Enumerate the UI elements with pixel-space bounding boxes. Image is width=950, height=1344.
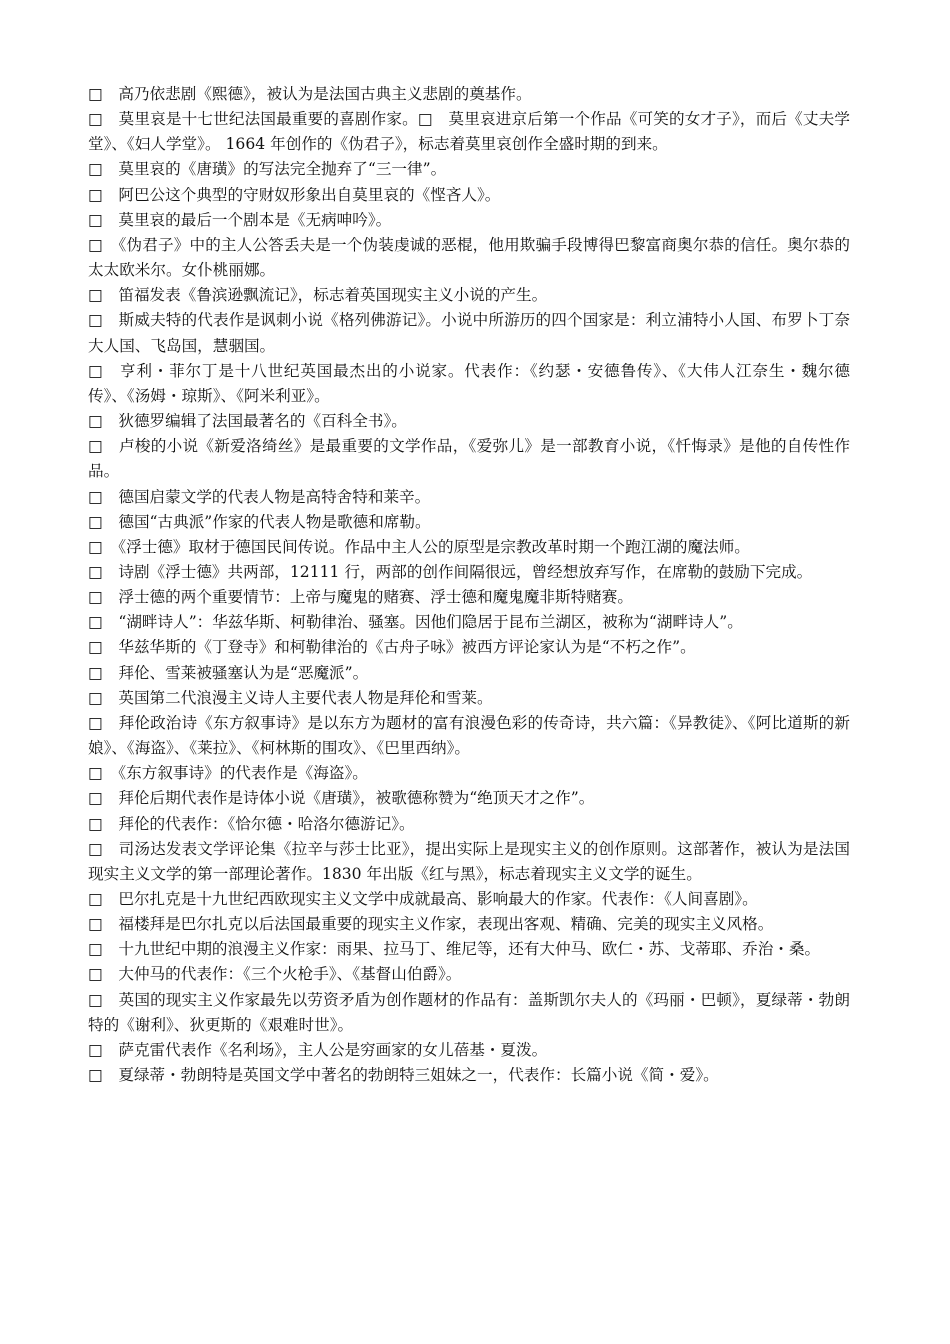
item-text: 高乃依悲剧《熙德》，被认为是法国古典主义悲剧的奠基作。: [118, 85, 532, 103]
checkbox-bullet: □: [88, 487, 103, 506]
checkbox-bullet: □: [88, 839, 103, 858]
checkbox-bullet: □: [88, 160, 103, 179]
item-text: 笛福发表《鲁滨逊飘流记》，标志着英国现实主义小说的产生。: [118, 286, 548, 305]
list-item: [88, 610, 850, 635]
list-item: [88, 661, 850, 686]
checkbox-bullet: □: [88, 814, 103, 833]
list-item: [88, 82, 850, 107]
list-item: [88, 283, 850, 308]
checkbox-bullet: □: [88, 915, 103, 934]
list-item: [88, 308, 850, 358]
list-item: [88, 912, 850, 937]
item-text: 华兹华斯的《丁登寺》和柯勒律治的《古舟子咏》被西方评论家认为是“不朽之作”。: [118, 638, 696, 657]
list-item: [88, 837, 850, 887]
item-text: 亨利・菲尔丁是十八世纪英国最杰出的小说家。代表作：《约瑟・安德鲁传》、《大伟人江奈生・魏尔德传》、《汤姆・琼斯》、《阿米利亚》。: [88, 361, 850, 405]
item-text: 莫里哀的《唐璜》的写法完全抛弃了“三一律”。: [118, 160, 447, 179]
list-item: [88, 157, 850, 182]
checkbox-bullet: □: [88, 940, 103, 959]
item-text: 狄德罗编辑了法国最著名的《百科全书》。: [118, 412, 407, 431]
list-item: [88, 107, 850, 157]
checkbox-bullet: □: [88, 890, 103, 908]
checkbox-bullet: □: [88, 764, 103, 783]
checkbox-bullet: □: [88, 688, 103, 707]
item-text: “湖畔诗人”：华兹华斯、柯勒律治、骚塞。因他们隐居于昆布兰湖区，被称为“湖畔诗人”。: [118, 613, 743, 632]
item-text: 卢梭的小说《新爱洛绮丝》是最重要的文学作品，《爱弥儿》是一部教育小说，《忏悔录》是他的自传性作品。: [88, 437, 851, 481]
item-text: 《东方叙事诗》的代表作是《海盗》。: [118, 764, 368, 783]
checkbox-bullet: □: [88, 965, 103, 984]
checkbox-bullet: □: [88, 235, 103, 254]
item-text: 德国“古典派”作家的代表人物是歌德和席勒。: [118, 512, 431, 531]
list-item: [88, 812, 850, 837]
list-item: [88, 485, 850, 510]
checkbox-bullet: □: [88, 537, 103, 556]
item-text: 诗剧《浮士德》共两部，12111 行，两部的创作间隔很远，曾经想放弃写作，在席勒的鼓励下完成。: [118, 562, 813, 581]
checkbox-bullet: □: [88, 990, 103, 1009]
list-item: [88, 988, 850, 1038]
checkbox-bullet: □: [88, 588, 103, 607]
list-item: [88, 535, 850, 560]
item-text: 十九世纪中期的浪漫主义作家：雨果、拉马丁、维尼等，还有大仲马、欧仁・苏、戈蒂耶、乔治・桑。: [118, 940, 821, 959]
item-text: 拜伦政治诗《东方叙事诗》是以东方为题材的富有浪漫色彩的传奇诗，共六篇：《异教徒》、《阿比道斯的新娘》、《海盗》、《莱拉》、《柯林斯的围攻》、《巴里西纳》。: [88, 713, 850, 758]
item-text: 英国的现实主义作家最先以劳资矛盾为创作题材的作品有：盖斯凯尔夫人的《玛丽・巴顿》，夏绿蒂・勃朗特的《谢利》、狄更斯的《艰难时世》。: [88, 990, 850, 1034]
list-item: [88, 786, 850, 811]
checkbox-bullet: □: [88, 512, 103, 531]
item-text: 夏绿蒂・勃朗特是英国文学中著名的勃朗特三姐妹之一，代表作：长篇小说《简・爱》。: [118, 1066, 719, 1085]
item-text: 福楼拜是巴尔扎克以后法国最重要的现实主义作家，表现出客观、精确、完美的现实主义风格。: [118, 915, 774, 934]
checkbox-bullet: □: [88, 185, 103, 204]
list-item: [88, 686, 850, 711]
checkbox-bullet: □: [88, 85, 103, 103]
item-text: 莫里哀的最后一个剧本是《无病呻吟》。: [118, 210, 392, 229]
list-item: [88, 560, 850, 585]
list-item: [88, 1063, 850, 1088]
list-item: [88, 183, 850, 208]
checkbox-bullet: □: [88, 311, 103, 330]
item-text: 莫里哀是十七世纪法国最重要的喜剧作家。□ 莫里哀进京后第一个作品《可笑的女才子》，而后《丈夫学堂》、《妇人学堂》。 1664 年创作的《伪君子》，标志着莫里哀创作全盛时期的到来。: [88, 110, 850, 154]
checkbox-bullet: □: [88, 638, 103, 657]
list-item: [88, 962, 850, 987]
item-text: 《浮士德》取材于德国民间传说。作品中主人公的原型是宗教改革时期一个跑江湖的魔法师。: [118, 537, 750, 556]
list-item: [88, 359, 850, 409]
list-item: [88, 635, 850, 660]
document-body: [88, 82, 850, 1088]
item-text: 英国第二代浪漫主义诗人主要代表人物是拜伦和雪莱。: [118, 688, 493, 707]
list-item: [88, 233, 850, 283]
list-item: [88, 208, 850, 233]
item-text: 《伪君子》中的主人公答丢夫是一个伪装虔诚的恶棍，他用欺骗手段博得巴黎富商奥尔恭的信任。奥尔恭的太太欧米尔。女仆桃丽娜。: [88, 235, 850, 280]
list-item: [88, 711, 850, 761]
item-text: 阿巴公这个典型的守财奴形象出自莫里哀的《悭吝人》。: [118, 185, 501, 204]
checkbox-bullet: □: [88, 286, 103, 305]
list-item: [88, 434, 850, 484]
item-text: 大仲马的代表作：《三个火枪手》、《基督山伯爵》。: [118, 965, 462, 984]
checkbox-bullet: □: [88, 789, 103, 808]
item-text: 拜伦的代表作：《恰尔德・哈洛尔德游记》。: [118, 814, 415, 833]
list-item: [88, 761, 850, 786]
checkbox-bullet: □: [88, 437, 104, 456]
item-text: 德国启蒙文学的代表人物是高特舍特和莱辛。: [118, 487, 431, 506]
checkbox-bullet: □: [88, 562, 103, 581]
list-item: [88, 1038, 850, 1063]
item-text: 拜伦后期代表作是诗体小说《唐璜》，被歌德称赞为“绝顶天才之作”。: [118, 789, 595, 808]
item-text: 萨克雷代表作《名利场》，主人公是穷画家的女儿蓓基・夏泼。: [118, 1040, 548, 1059]
list-item: [88, 887, 850, 912]
item-text: 浮士德的两个重要情节：上帝与魔鬼的赌赛、浮士德和魔鬼魔非斯特赌赛。: [118, 588, 633, 607]
checkbox-bullet: □: [88, 412, 103, 431]
list-item: [88, 585, 850, 610]
checkbox-bullet: □: [88, 110, 103, 129]
checkbox-bullet: □: [88, 713, 103, 732]
item-text: 拜伦、雪莱被骚塞认为是“恶魔派”。: [118, 663, 369, 682]
list-item: [88, 937, 850, 962]
checkbox-bullet: □: [88, 1040, 103, 1059]
checkbox-bullet: □: [88, 613, 103, 632]
checkbox-bullet: □: [88, 663, 103, 682]
item-text: 巴尔扎克是十九世纪西欧现实主义文学中成就最高、影响最大的作家。代表作：《人间喜剧》。: [118, 890, 758, 908]
list-item: [88, 510, 850, 535]
list-item: [88, 409, 850, 434]
checkbox-bullet: □: [88, 361, 104, 380]
item-text: 斯威夫特的代表作是讽刺小说《格列佛游记》。小说中所游历的四个国家是：利立浦特小人国、布罗卜丁奈大人国、飞岛国，慧骃国。: [88, 311, 850, 355]
item-text: 司汤达发表文学评论集《拉辛与莎士比亚》，提出实际上是现实主义的创作原则。这部著作，被认为是法国现实主义文学的第一部理论著作。1830 年出版《红与黑》，标志着现实主义文学的诞生。: [88, 839, 850, 883]
checkbox-bullet: □: [88, 210, 103, 229]
checkbox-bullet: □: [88, 1066, 103, 1085]
